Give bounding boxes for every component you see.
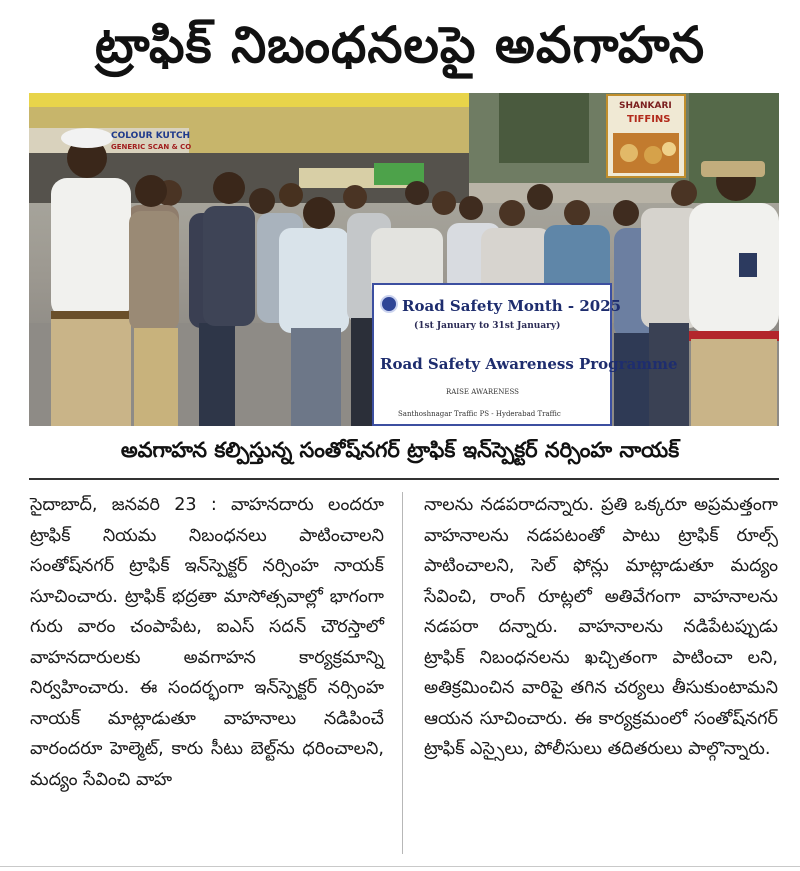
shop-sign-right-sub: TIFFINS [627, 114, 671, 125]
banner-title: Road Safety Month - 2025 [402, 297, 622, 315]
caption-divider [29, 478, 779, 480]
shop-sign-left: COLOUR KUTCH [111, 131, 191, 141]
banner-programme: Road Safety Awareness Programme [380, 355, 678, 373]
police-emblem-icon [380, 295, 398, 313]
headline: ట్రాఫిక్ నిబంధనలపై అవగాహన [94, 16, 706, 74]
article-paragraph-left: సైదాబాద్, జనవరి 23 : వాహనదారు లందరూ ట్రాఫిక్ నియమ నిబంధనలు పాటించాలని సంతోష్‌నగర్ ట్రాఫిక్ ఇన్‌స్పెక్టర్ నర్సింహ నాయక్ సూచించారు. ట్రాఫిక్ భద్రతా మాసోత్సవాల్లో భాగంగా గురు వారం చంపాపేట, ఐఎస్ సదన్ చౌరస్తాలో వాహనదారులకు అవగాహన కార్యక్రమాన్ని నిర్వహించారు. ఈ సందర్భంగా ఇన్‌స్పెక్టర్ నర్సింహ నాయక్ మాట్లాడుతూ వాహనాలు నడిపించే వారందరూ హెల్మెట్, కారు సీటు బెల్ట్‌ను ధరించాలని, మద్యం సేవించి వాహ [30, 495, 384, 790]
column-divider [402, 492, 403, 854]
shop-sign-left-sub: GENERIC SCAN & CO [111, 143, 192, 151]
article-column-right [424, 490, 778, 864]
banner-footer: Santhoshnagar Traffic PS - Hyderabad Traffic [398, 410, 561, 418]
banner-tagline: RAISE AWARENESS [446, 388, 519, 396]
shop-sign-right: SHANKARI [619, 101, 672, 111]
article-column-left [30, 490, 384, 864]
banner-dates: (1st January to 31st January) [414, 321, 561, 331]
photo-caption: అవగాహన కల్పిస్తున్న సంతోష్‌నగర్ ట్రాఫిక్ ఇన్‌స్పెక్టర్ నర్సింహ నాయక్ [120, 438, 680, 462]
bottom-divider [0, 866, 800, 867]
article-paragraph-right: నాలను నడపరాదన్నారు. ప్రతి ఒక్కరూ అప్రమత్తంగా వాహనాలను నడపటంతో పాటు ట్రాఫిక్ రూల్స్ పాటించాలని, సెల్ ఫోన్లు మాట్లాడుతూ మద్యం సేవించి, రాంగ్ రూట్లలో అతివేగంగా వాహనాలను నడపరా దన్నారు. వాహనాలను నడిపేటప్పుడు ట్రాఫిక్ నిబంధనలను ఖచ్చితంగా పాటించా లని, అతిక్రమించిన వారిపై తగిన చర్యలు తీసుకుంటామని ఆయన సూచించారు. ఈ కార్యక్రమంలో సంతోష్‌నగర్ ట్రాఫిక్ ఎస్సైలు, పోలీసులు తదితరులు పాల్గొన్నారు. [424, 495, 778, 759]
road-safety-banner [372, 283, 678, 426]
